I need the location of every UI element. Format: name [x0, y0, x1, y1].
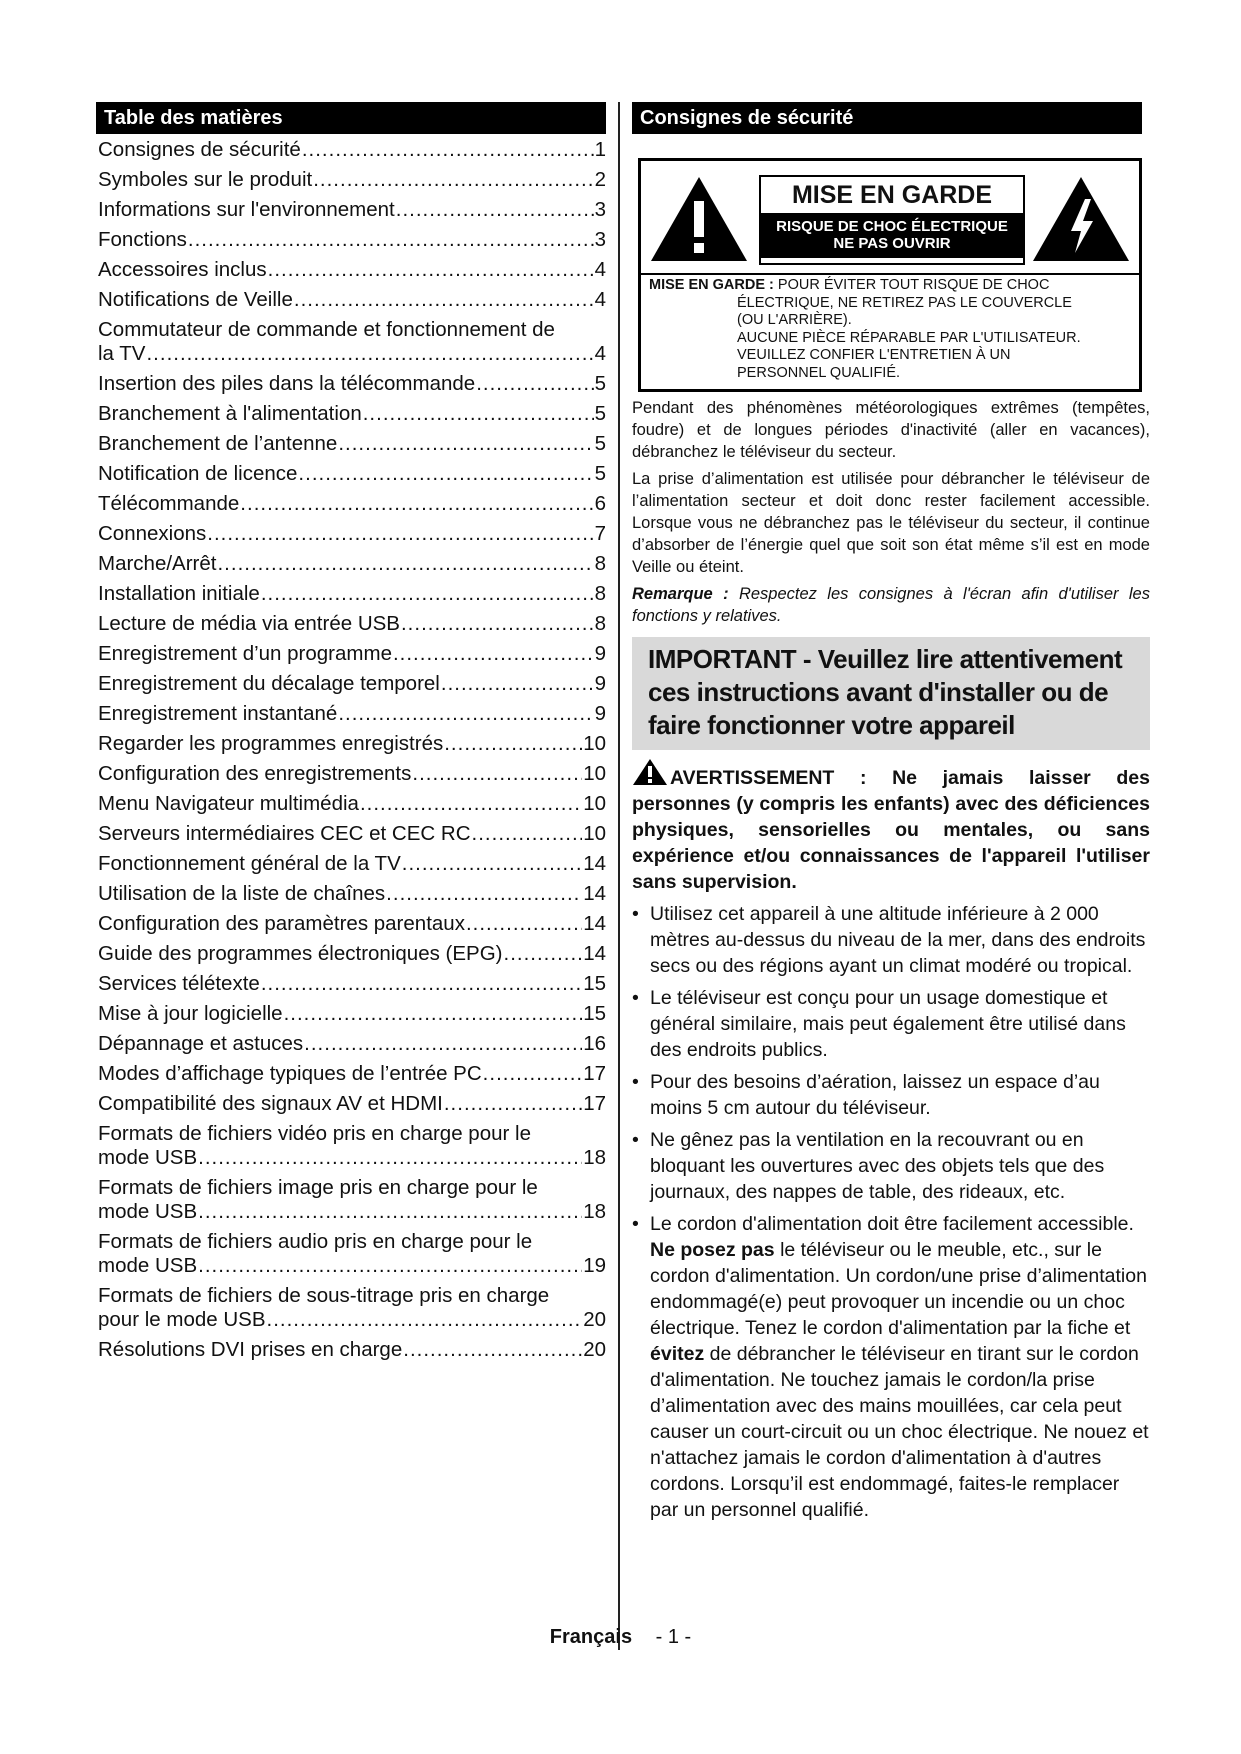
warning-paragraph [632, 758, 1150, 895]
toc-entry-title: Dépannage et astuces [98, 1032, 304, 1055]
caution-text-line6: PERSONNEL QUALIFIÉ. [737, 364, 901, 381]
caution-text-line5: VEUILLEZ CONFIER L'ENTRETIEN À UN [737, 347, 1011, 363]
toc-leader-dots [402, 852, 582, 876]
toc-entry-row [98, 168, 606, 192]
toc-entry-title: Branchement de l’antenne [98, 432, 338, 455]
table-of-contents [96, 102, 606, 1368]
toc-entry-row [98, 852, 606, 876]
safety-section [632, 102, 1150, 1529]
toc-entry-title: Enregistrement instantané [98, 702, 338, 725]
toc-entry-row [98, 762, 606, 786]
toc-list [98, 138, 606, 1362]
toc-entry-page: 17 [583, 1092, 606, 1115]
column-divider [618, 102, 620, 1650]
toc-leader-dots [268, 258, 594, 282]
toc-entry-title: Configuration des paramètres parentaux [98, 912, 465, 935]
caution-title: MISE EN GARDE [791, 181, 993, 209]
remark-text: Respectez les consignes à l'écran afin d'utiliser les fonctions y relatives. [632, 585, 1150, 625]
toc-entry-page: 7 [594, 522, 606, 545]
toc-entry-title: Fonctions [98, 228, 187, 251]
caution-text-line4: AUCUNE PIÈCE RÉPARABLE PAR L'UTILISATEUR. [737, 329, 1081, 346]
toc-entry-page: 14 [583, 852, 606, 875]
toc-entry-row [98, 492, 606, 516]
toc-leader-dots [313, 168, 593, 192]
toc-entry-title: Mise à jour logicielle [98, 1002, 283, 1025]
toc-entry-page: 16 [583, 1032, 606, 1055]
toc-entry-page: 3 [594, 228, 606, 251]
toc-leader-dots [412, 762, 582, 786]
toc-entry-title: Menu Navigateur multimédia [98, 792, 359, 815]
toc-leader-dots [207, 522, 593, 546]
toc-entry-page: 5 [594, 432, 606, 455]
toc-leader-dots [363, 402, 594, 426]
remark-label: Remarque : [632, 585, 729, 603]
toc-leader-dots [393, 642, 594, 666]
toc-entry-row [98, 1062, 606, 1086]
toc-entry-title: Guide des programmes électroniques (EPG) [98, 942, 503, 965]
exclamation-triangle-icon [649, 175, 749, 263]
toc-entry-title: Regarder les programmes enregistrés [98, 732, 444, 755]
toc-entry-title: Accessoires inclus [98, 258, 267, 281]
toc-leader-dots [217, 552, 593, 576]
toc-entry-page: 4 [594, 258, 606, 281]
toc-entry-row [98, 792, 606, 816]
toc-leader-dots [198, 1200, 582, 1224]
toc-entry-title: Lecture de média via entrée USB [98, 612, 400, 635]
power-cord-text-a: Le cordon d'alimentation doit être facilement accessible. [650, 1213, 1134, 1235]
toc-entry [98, 492, 606, 516]
toc-leader-dots [360, 792, 582, 816]
toc-entry [98, 732, 606, 756]
toc-leader-dots [466, 912, 582, 936]
toc-entry [98, 852, 606, 876]
toc-leader-dots [146, 342, 593, 366]
toc-entry-page: 18 [583, 1146, 606, 1169]
toc-leader-dots [240, 492, 593, 516]
toc-entry-page: 1 [594, 138, 606, 161]
toc-entry-row [98, 1308, 606, 1332]
toc-entry-title: Configuration des enregistrements [98, 762, 412, 785]
toc-entry-title: Marche/Arrêt [98, 552, 217, 575]
toc-entry-page: 10 [583, 732, 606, 755]
toc-leader-dots [444, 1092, 582, 1116]
toc-entry [98, 522, 606, 546]
warning-triangle-icon [632, 758, 668, 786]
toc-entry [98, 1092, 606, 1116]
toc-entry-row [98, 1032, 606, 1056]
toc-leader-dots [396, 198, 594, 222]
toc-entry-title: Modes d’affichage typiques de l’entrée PC [98, 1062, 482, 1085]
toc-entry-page: 20 [583, 1308, 606, 1331]
toc-entry [98, 552, 606, 576]
toc-entry-row [98, 732, 606, 756]
toc-entry [98, 1176, 606, 1224]
bullet-ventilation-space: • Pour des besoins d’aération, laissez un espace d’au moins 5 cm autour du téléviseur. [632, 1069, 1150, 1121]
toc-leader-dots [441, 672, 594, 696]
toc-entry-row [98, 228, 606, 252]
toc-entry [98, 138, 606, 162]
toc-leader-dots [298, 462, 593, 486]
toc-entry [98, 1338, 606, 1362]
bullet-power-cord [632, 1211, 1150, 1523]
toc-entry-title-line1: Formats de fichiers vidéo pris en charge pour le [98, 1122, 531, 1145]
toc-entry-page: 20 [583, 1338, 606, 1361]
toc-entry-row [98, 942, 606, 966]
toc-entry [98, 1062, 606, 1086]
toc-leader-dots [338, 702, 593, 726]
toc-entry [98, 822, 606, 846]
toc-entry-title: Connexions [98, 522, 207, 545]
caution-panel [759, 175, 1025, 265]
caution-text [649, 277, 1135, 382]
toc-entry-page: 9 [594, 672, 606, 695]
toc-entry-page: 5 [594, 462, 606, 485]
lightning-triangle-icon [1031, 175, 1131, 263]
toc-entry-row [98, 1338, 606, 1362]
toc-entry-page: 9 [594, 702, 606, 725]
toc-leader-dots [444, 732, 582, 756]
toc-entry-page: 5 [594, 372, 606, 395]
toc-leader-dots [188, 228, 594, 252]
toc-entry-row [98, 372, 606, 396]
safety-bullet-list [632, 901, 1150, 1523]
caution-text-line2: ÉLECTRIQUE, NE RETIREZ PAS LE COUVERCLE [737, 294, 1072, 311]
toc-entry-title: Compatibilité des signaux AV et HDMI [98, 1092, 443, 1115]
toc-entry [98, 1032, 606, 1056]
toc-entry-row [98, 1092, 606, 1116]
toc-entry [98, 582, 606, 606]
toc-entry-title: mode USB [98, 1200, 198, 1223]
bullet-domestic-use: • Le téléviseur est conçu pour un usage domestique et général similaire, mais peut également être utilisé dans des endroits publics. [632, 985, 1150, 1063]
toc-entry-title: Informations sur l'environnement [98, 198, 395, 221]
toc-leader-dots [198, 1146, 582, 1170]
toc-leader-dots [284, 1002, 583, 1026]
caution-text-line1: POUR ÉVITER TOUT RISQUE DE CHOC [777, 277, 1050, 293]
toc-entry-row [98, 198, 606, 222]
toc-entry-page: 15 [583, 1002, 606, 1025]
toc-leader-dots [401, 612, 594, 636]
toc-leader-dots [483, 1062, 583, 1086]
toc-entry [98, 432, 606, 456]
toc-entry-page: 5 [594, 402, 606, 425]
toc-entry-title: Branchement à l'alimentation [98, 402, 362, 425]
toc-entry [98, 972, 606, 996]
toc-entry [98, 462, 606, 486]
toc-entry-title-line1: Formats de fichiers image pris en charge pour le [98, 1176, 538, 1199]
page-footer [0, 1626, 1241, 1649]
toc-entry-title: Télécommande [98, 492, 240, 515]
toc-entry-row [98, 702, 606, 726]
toc-entry [98, 942, 606, 966]
toc-entry-row [98, 1254, 606, 1278]
power-cord-text-d: évitez [650, 1343, 705, 1365]
toc-entry-page: 18 [583, 1200, 606, 1223]
toc-entry [98, 318, 606, 366]
toc-leader-dots [302, 138, 594, 162]
toc-entry-row [98, 522, 606, 546]
page-number: - 1 - [655, 1626, 692, 1648]
toc-entry-page: 8 [594, 612, 606, 635]
toc-entry-row [98, 1002, 606, 1026]
toc-entry-title: Enregistrement d’un programme [98, 642, 392, 665]
toc-leader-dots [267, 1308, 583, 1332]
toc-entry-title: mode USB [98, 1146, 198, 1169]
toc-entry-title: Résolutions DVI prises en charge [98, 1338, 403, 1361]
toc-entry-page: 14 [583, 882, 606, 905]
caution-subtitle-line2: NE PAS OUVRIR [833, 235, 951, 252]
toc-entry-row [98, 258, 606, 282]
toc-entry-page: 2 [594, 168, 606, 191]
toc-entry-title: pour le mode USB [98, 1308, 266, 1331]
caution-text-label: MISE EN GARDE : [649, 277, 774, 293]
toc-entry-page: 8 [594, 582, 606, 605]
toc-entry-title: Notifications de Veille [98, 288, 293, 311]
toc-leader-dots [504, 942, 583, 966]
toc-entry [98, 1284, 606, 1332]
bullet-ventilation-obstruction: • Ne gênez pas la ventilation en la recouvrant ou en bloquant les ouvertures avec des objets tels que des journaux, des nappes de table, des rideaux, etc. [632, 1127, 1150, 1205]
toc-entry-title: Notification de licence [98, 462, 298, 485]
toc-entry-row [98, 138, 606, 162]
toc-entry-row [98, 342, 606, 366]
toc-leader-dots [476, 372, 593, 396]
caution-text-line3: (OU L'ARRIÈRE). [737, 312, 852, 328]
toc-entry-row [98, 402, 606, 426]
toc-entry-page: 14 [583, 942, 606, 965]
toc-leader-dots [338, 432, 593, 456]
toc-leader-dots [304, 1032, 582, 1056]
toc-entry-title: Installation initiale [98, 582, 260, 605]
toc-entry-page: 10 [583, 822, 606, 845]
toc-entry-page: 10 [583, 762, 606, 785]
power-cord-text-e: de débrancher le téléviseur en tirant sur le cordon d'alimentation. Ne touchez jamais le cordon/la prise d’alimentation avec des mains mouillées, car cela peut causer un court-circuit ou un choc électrique. Ne nouez et n'attachez jamais le cordon d'alimentation à d'autres cordons. Lorsqu’il est endommagé, faites-le remplacer par un personnel qualifié. [650, 1343, 1149, 1521]
toc-leader-dots [386, 882, 582, 906]
toc-entry-row [98, 1146, 606, 1170]
toc-entry-row [98, 462, 606, 486]
toc-entry [98, 372, 606, 396]
footer-language: Français [549, 1626, 633, 1648]
toc-entry [98, 702, 606, 726]
toc-entry-title: Utilisation de la liste de chaînes [98, 882, 386, 905]
power-plug-paragraph: La prise d’alimentation est utilisée pour débrancher le téléviseur de l’alimentation secteur et doit donc rester facilement accessible. Lorsque vous ne débranchez pas le téléviseur du secteur, il continue d’absorber de l’énergie quel que soit son état même s’il est en mode Veille ou éteint. [632, 470, 1150, 576]
caution-divider [641, 273, 1139, 275]
toc-entry-title: Fonctionnement général de la TV [98, 852, 401, 875]
toc-entry-title: Insertion des piles dans la télécommande [98, 372, 476, 395]
toc-entry-title: mode USB [98, 1254, 198, 1277]
toc-entry [98, 168, 606, 192]
toc-leader-dots [261, 582, 594, 606]
toc-entry-row [98, 822, 606, 846]
toc-entry-title-line1: Formats de fichiers de sous-titrage pris en charge [98, 1284, 550, 1307]
toc-entry-row [98, 432, 606, 456]
toc-entry-row [98, 552, 606, 576]
toc-entry-title: la TV [98, 342, 146, 365]
toc-entry-title: Symboles sur le produit [98, 168, 313, 191]
toc-entry-page: 17 [583, 1062, 606, 1085]
toc-entry-page: 6 [594, 492, 606, 515]
toc-entry-title: Enregistrement du décalage temporel [98, 672, 440, 695]
toc-entry-page: 8 [594, 552, 606, 575]
toc-entry [98, 642, 606, 666]
toc-entry [98, 1002, 606, 1026]
toc-entry [98, 762, 606, 786]
toc-entry-title-line1: Formats de fichiers audio pris en charge pour le [98, 1230, 533, 1253]
toc-entry-row [98, 912, 606, 936]
toc-entry-row [98, 642, 606, 666]
toc-entry [98, 792, 606, 816]
toc-entry-row [98, 582, 606, 606]
toc-entry-page: 10 [583, 792, 606, 815]
toc-entry [98, 228, 606, 252]
weather-paragraph: Pendant des phénomènes météorologiques extrêmes (tempêtes, foudre) et de longues périodes d'inactivité (aller en vacances), débranchez le téléviseur du secteur. [632, 399, 1150, 461]
toc-entry [98, 288, 606, 312]
toc-entry [98, 198, 606, 222]
toc-entry-page: 3 [594, 198, 606, 221]
toc-entry-title: Serveurs intermédiaires CEC et CEC RC [98, 822, 471, 845]
toc-entry-page: 15 [583, 972, 606, 995]
toc-entry-page: 4 [594, 288, 606, 311]
toc-entry-row [98, 672, 606, 696]
toc-entry [98, 612, 606, 636]
toc-entry-page: 9 [594, 642, 606, 665]
toc-leader-dots [294, 288, 594, 312]
toc-entry-page: 19 [583, 1254, 606, 1277]
important-notice: IMPORTANT - Veuillez lire attentivement ces instructions avant d'installer ou de faire fonctionner votre appareil [632, 637, 1150, 750]
toc-entry-title: Services télétexte [98, 972, 260, 995]
toc-entry-row [98, 1200, 606, 1224]
toc-entry [98, 672, 606, 696]
toc-leader-dots [261, 972, 582, 996]
toc-leader-dots [472, 822, 583, 846]
toc-entry [98, 912, 606, 936]
toc-entry-page: 14 [583, 912, 606, 935]
toc-entry [98, 882, 606, 906]
warning-text: AVERTISSEMENT : Ne jamais laisser des personnes (y compris les enfants) avec des déficiences physiques, sensorielles ou mentales, ou sans expérience et/ou connaissances de l'appareil l'utiliser sans supervision. [632, 767, 1150, 893]
toc-leader-dots [403, 1338, 582, 1362]
toc-header: Table des matières [96, 102, 606, 134]
toc-leader-dots [198, 1254, 582, 1278]
caution-subtitle [761, 213, 1023, 258]
toc-entry-row [98, 612, 606, 636]
toc-entry [98, 1230, 606, 1278]
toc-entry-row [98, 882, 606, 906]
remark-paragraph [632, 583, 1150, 627]
toc-entry-page: 4 [594, 342, 606, 365]
toc-entry-row [98, 288, 606, 312]
caution-label-box [638, 158, 1142, 392]
toc-entry-title: Consignes de sécurité [98, 138, 301, 161]
toc-entry-row [98, 972, 606, 996]
power-cord-text-b: Ne posez pas [650, 1239, 775, 1261]
power-cord-text-c: le téléviseur ou le meuble, etc., sur le cordon d'alimentation. Un cordon/une prise d’alimentation endommagé(e) peut provoquer un incendie ou un choc électrique. Tenez le cordon d'alimentation par la fiche et [650, 1239, 1147, 1339]
toc-entry-title-line1: Commutateur de commande et fonctionnement de [98, 318, 555, 341]
safety-header: Consignes de sécurité [632, 102, 1142, 134]
toc-entry [98, 1122, 606, 1170]
toc-entry [98, 402, 606, 426]
toc-entry [98, 258, 606, 282]
caution-subtitle-line1: RISQUE DE CHOC ÉLECTRIQUE [776, 218, 1008, 235]
bullet-altitude: • Utilisez cet appareil à une altitude inférieure à 2 000 mètres au-dessus du niveau de la mer, dans des endroits secs ou des régions ayant un climat modéré ou tropical. [632, 901, 1150, 979]
